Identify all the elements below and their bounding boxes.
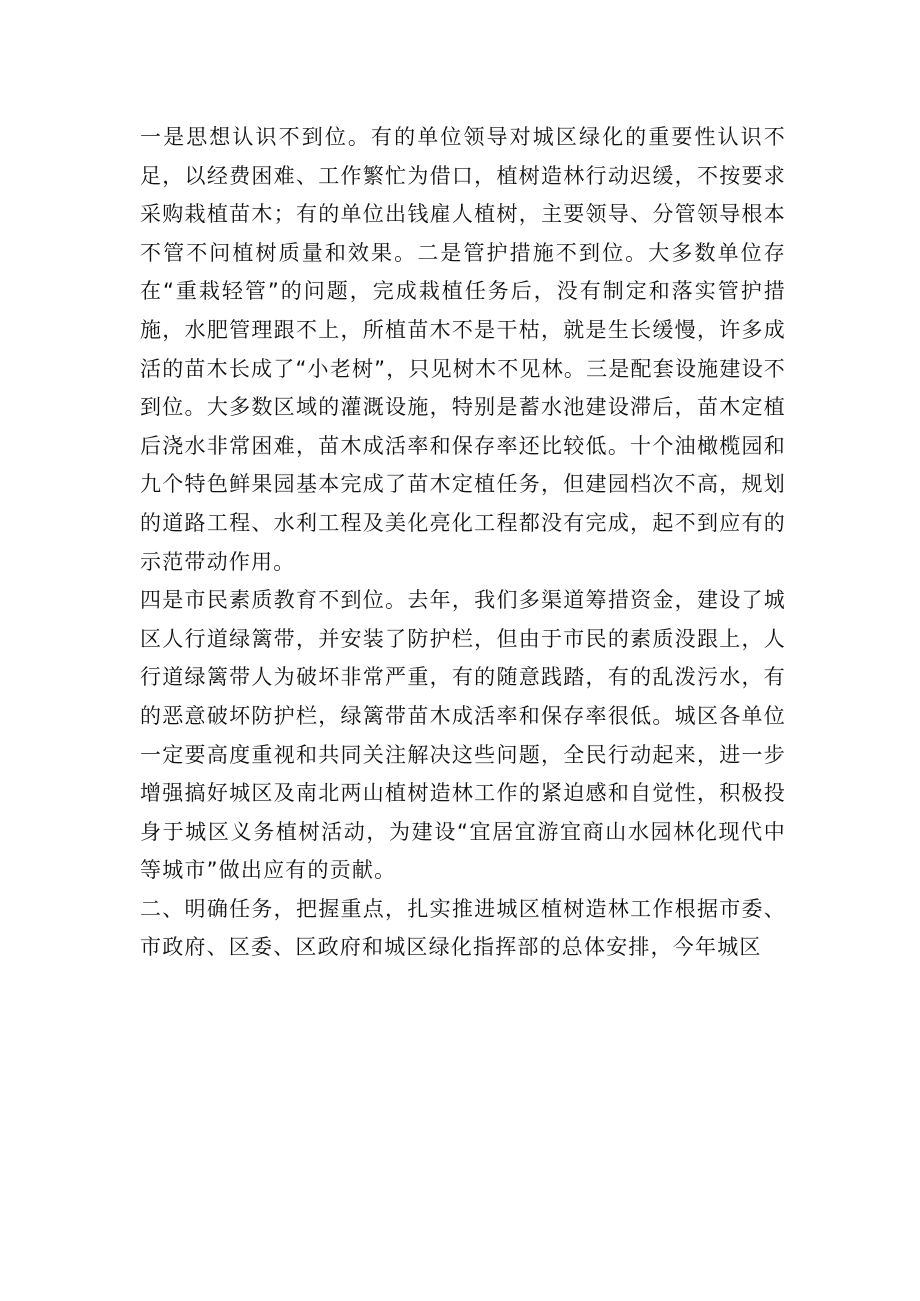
document-body xyxy=(140,118,786,967)
paragraph-section-2-heading: 二、明确任务，把握重点，扎实推进城区植树造林工作根据市委、市政府、区委、区政府和城区绿化指挥部的总体安排，今年城区 xyxy=(140,896,786,960)
paragraph-problem-4: 四是市民素质教育不到位。去年，我们多渠道筹措资金，建设了城区人行道绿篱带，并安装了防护栏，但由于市民的素质没跟上，人行道绿篱带人为破坏非常严重，有的随意践踏，有的乱泼污水，有的恶意破坏防护栏，绿篱带苗木成活率和保存率很低。城区各单位一定要高度重视和共同关注解决这些问题，全民行动起来，进一步增强搞好城区及南北两山植树造林工作的紧迫感和自觉性，积极投身于城区义务植树活动，为建设“宜居宜游宜商山水园林化现代中等城市”做出应有的贡献。 xyxy=(140,588,786,883)
paragraph-problems-1-3: 一是思想认识不到位。有的单位领导对城区绿化的重要性认识不足，以经费困难、工作繁忙为借口，植树造林行动迟缓，不按要求采购栽植苗木；有的单位出钱雇人植树，主要领导、分管领导根本不管不问植树质量和效果。二是管护措施不到位。大多数单位存在“重栽轻管”的问题，完成栽植任务后，没有制定和落实管护措施，水肥管理跟不上，所植苗木不是干枯，就是生长缓慢，许多成活的苗木长成了“小老树”，只见树木不见林。三是配套设施建设不到位。大多数区域的灌溉设施，特别是蓄水池建设滞后，苗木定植后浇水非常困难，苗木成活率和保存率还比较低。十个油橄榄园和九个特色鲜果园基本完成了苗木定植任务，但建园档次不高，规划的道路工程、水利工程及美化亮化工程都没有完成，起不到应有的示范带动作用。 xyxy=(140,125,786,574)
